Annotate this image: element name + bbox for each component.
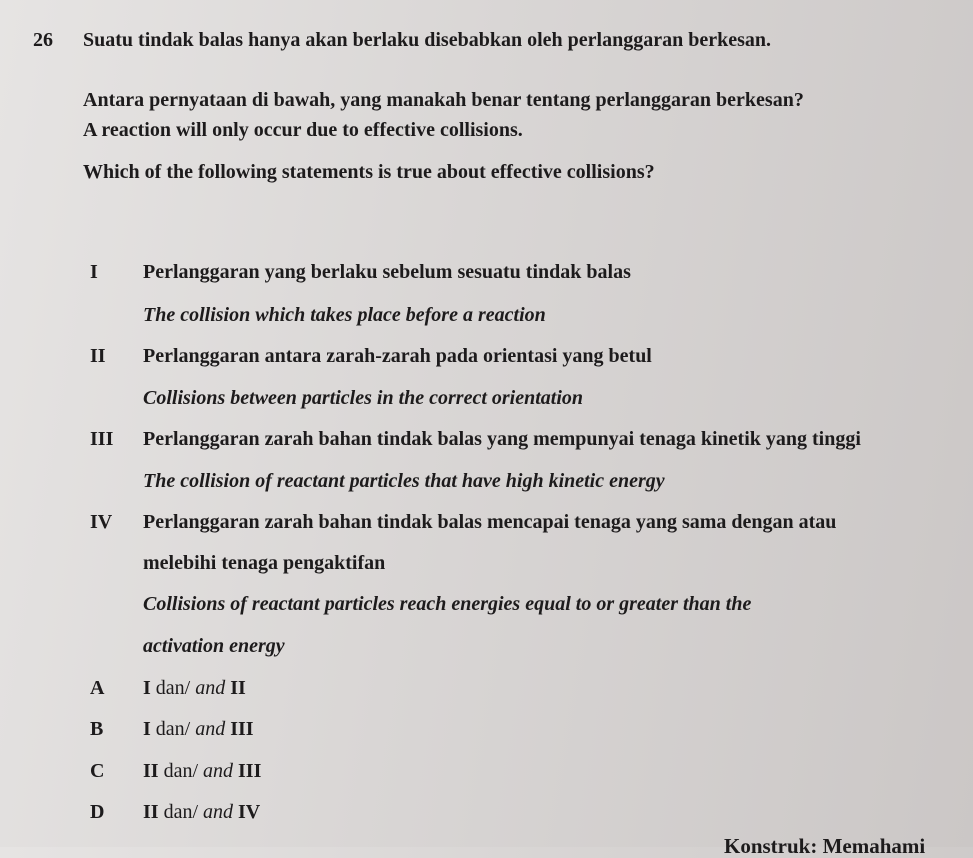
statement-english: Collisions of reactant particles reach energies equal to or greater than the [143,593,752,615]
question-number: 26 [33,29,53,51]
stem-malay: Suatu tindak balas hanya akan berlaku disebabkan oleh perlanggaran berkesan. [83,29,771,51]
statement-malay: Perlanggaran antara zarah-zarah pada orientasi yang betul [143,345,652,367]
second: IV [238,801,261,823]
first: II [143,760,159,782]
prompt-english: Which of the following statements is true about effective collisions? [83,161,655,183]
option-text [143,800,260,824]
first: I [143,677,151,699]
first: II [143,801,159,823]
first: I [143,718,151,740]
statement-numeral: II [90,345,106,367]
statement-english: The collision of reactant particles that have high kinetic energy [143,470,665,492]
joiner-ms: dan/ [155,718,191,740]
statement-malay: Perlanggaran zarah bahan tindak balas mencapai tenaga yang sama dengan atau [143,511,837,533]
joiner-ms: dan/ [163,801,199,823]
joiner-en: and [203,801,234,823]
option-letter: C [90,760,105,782]
option-text [143,717,254,741]
joiner-en: and [203,760,234,782]
option-text [143,676,246,700]
statement-english-cont: activation energy [143,635,285,657]
footer-construct: Konstruk: Memahami [724,834,926,858]
second: III [230,718,254,740]
joiner-en: and [195,677,226,699]
statement-english: Collisions between particles in the correct orientation [143,387,584,409]
option-text [143,759,261,783]
option-letter: D [90,801,105,823]
second: II [230,677,246,699]
statement-malay: Perlanggaran zarah bahan tindak balas yang mempunyai tenaga kinetik yang tinggi [143,428,861,450]
stem-english: A reaction will only occur due to effective collisions. [83,119,523,141]
statement-numeral: I [90,261,98,283]
option-letter: B [90,718,104,740]
option-letter: A [90,677,105,699]
joiner-ms: dan/ [163,760,199,782]
prompt-malay: Antara pernyataan di bawah, yang manakah benar tentang perlanggaran berkesan? [83,89,804,111]
statement-numeral: III [90,428,114,450]
statement-malay-cont: melebihi tenaga pengaktifan [143,552,386,574]
statement-english: The collision which takes place before a reaction [143,304,546,326]
statement-malay: Perlanggaran yang berlaku sebelum sesuatu tindak balas [143,261,631,283]
joiner-en: and [195,718,226,740]
statement-numeral: IV [90,511,113,533]
second: III [238,760,262,782]
joiner-ms: dan/ [155,677,191,699]
